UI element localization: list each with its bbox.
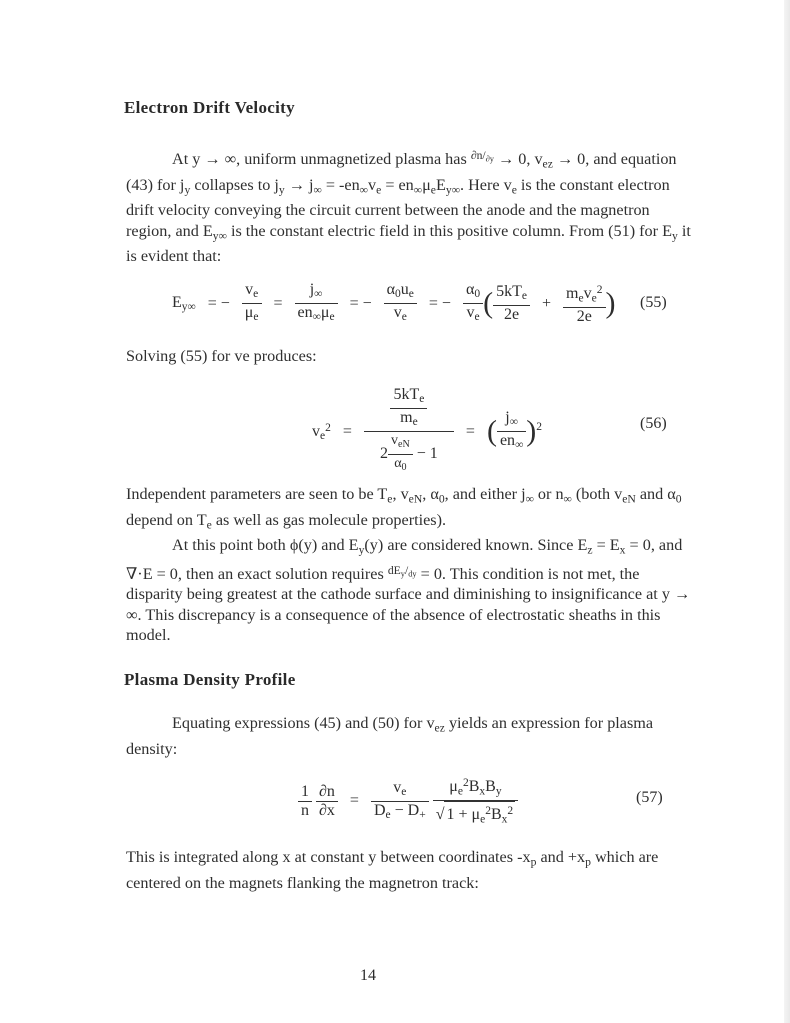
page-number: 14 bbox=[360, 967, 376, 984]
paragraph-drift-intro bbox=[126, 146, 692, 267]
paragraph-independent-params-render: Independent parameters are seen to be $T_e$, $v_{eN}$, $\alpha_0$, and either $j_\infty$ or $n_\infty$ (both $v_{eN}$ and $\alpha_0$ depend on $T_e$ as well as gas molecule properties). bbox=[126, 485, 682, 531]
paragraph-exact-solution-render: At this point both ϕ(y) and $E_y(y)$ are considered known. Since $E_z = E_x = 0$, and ∇·E = 0, then an exact solution requires $^{dE_y/_{dy}}$ = 0. This condition is not met, the disparity being greatest at the cathode surface and diminishing to insignificance at y → ∞. This discrepancy is a consequence of the absence of electrostatic sheaths in this model. bbox=[126, 536, 691, 644]
paragraph-equating bbox=[126, 713, 692, 759]
page-edge bbox=[784, 0, 790, 1023]
section-heading-plasma-density: Plasma Density Profile bbox=[124, 670, 296, 689]
solving-text-content: Solving (55) for ve produces: bbox=[126, 347, 317, 365]
section-heading-electron-drift: Electron Drift Velocity bbox=[124, 98, 295, 117]
paragraph-integrated bbox=[126, 847, 692, 893]
paragraph-equating-render: Equating expressions (45) and (50) for $v_{ez}$ yields an expression for plasma density: bbox=[126, 714, 654, 758]
equation-number-57: (57) bbox=[636, 789, 663, 806]
equation-56: $v_e^2$ = $\frac{5kT_e}{m_e}$ 2 $\frac{v_{eN}}{\alpha_0}$ − 1 = ( $\frac{j_\infty}{en_\infty}$ )$^2$ bbox=[312, 386, 543, 474]
paragraph-independent-params bbox=[126, 484, 692, 645]
equation-55: $E_{y\infty}$ = − $\frac{v_e}{\mu_e}$ = $\frac{j_\infty}{en_\infty\mu_e}$ = − $\frac{\alpha_0u_e}{v_e}$ = − $\frac{\alpha_0}{v_e}$ ( $\frac{5kT_e}{2e}$ + $\frac{m_ev_e^2}{2e}$ ) bbox=[172, 281, 616, 326]
paragraph-integrated-render: This is integrated along x at constant y between coordinates $-x_p$ and $+x_p$ which are centered on the magnets flanking the magnetron track: bbox=[126, 848, 659, 892]
equation-number-56: (56) bbox=[640, 415, 667, 432]
paragraph-drift-intro-render: At y → ∞, uniform unmagnetized plasma has $^{\partial n/_{\partial y}}$ → 0, $v_{ez} \to 0$, and equation (43) for $j_y$ collapses to $j_y \to j_\infty = -en_\infty v_e = en_\infty\mu_eE_{y\infty}$. Here $v_e$ is the constant electron drift velocity conveying the circuit current between the anode and the magnetron region, and $E_{y\infty}$ is the constant electric field in this positive column. From (51) for $E_y$ it is evident that: bbox=[126, 149, 691, 266]
solving-text bbox=[126, 346, 692, 366]
equation-number-55: (55) bbox=[640, 294, 667, 311]
equation-57: $\frac{1}{n}$ $\frac{\partial n}{\partial x}$ = $\frac{v_e}{D_e - D_+}$ $\frac{\mu_e^2B_xB_y}{√ 1 + \mu_e^2B_x^2}$ bbox=[298, 774, 518, 829]
